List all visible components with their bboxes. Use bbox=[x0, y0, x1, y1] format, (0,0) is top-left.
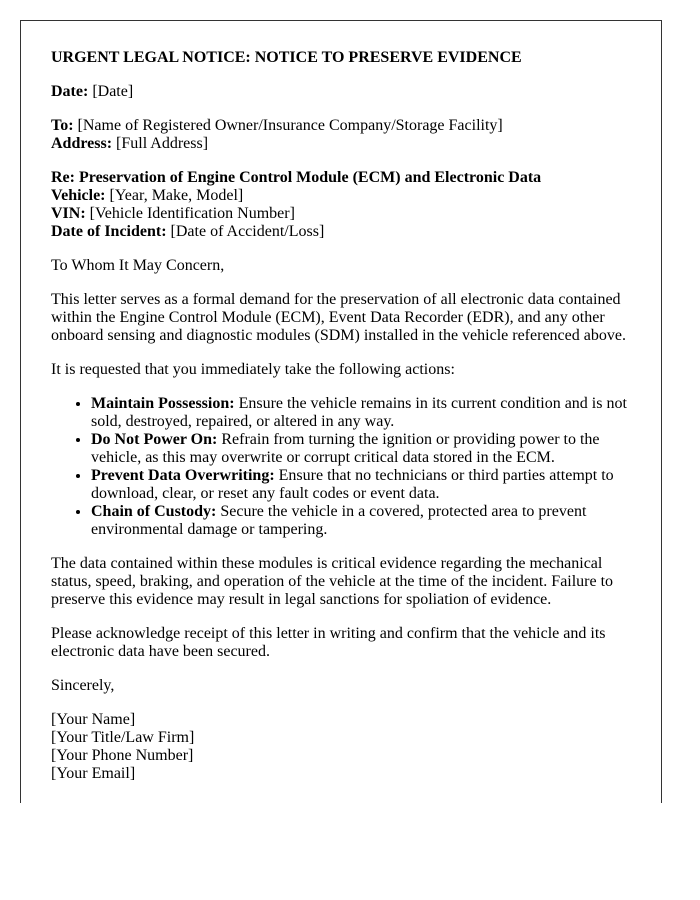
re-subject: Re: Preservation of Engine Control Module (ECM) and Electronic Data bbox=[51, 169, 542, 186]
date-label: Date: bbox=[51, 83, 89, 100]
date-line bbox=[51, 83, 631, 101]
to-value: [Name of Registered Owner/Insurance Company/Storage Facility] bbox=[77, 117, 503, 134]
signature-phone: [Your Phone Number] bbox=[51, 747, 194, 764]
incident-date-line bbox=[51, 223, 631, 241]
address-line bbox=[51, 135, 631, 153]
action-label: Prevent Data Overwriting: bbox=[91, 467, 275, 484]
action-text: Secure the vehicle in a covered, protected area to prevent environmental damage or tampering. bbox=[91, 503, 587, 538]
letter-title: URGENT LEGAL NOTICE: NOTICE TO PRESERVE EVIDENCE bbox=[51, 49, 522, 66]
actions-intro: It is requested that you immediately take the following actions: bbox=[51, 361, 455, 378]
incident-date-value: [Date of Accident/Loss] bbox=[170, 223, 325, 240]
list-item bbox=[91, 467, 631, 503]
address-label: Address: bbox=[51, 135, 113, 152]
signature-email: [Your Email] bbox=[51, 765, 136, 782]
date-value: [Date] bbox=[92, 83, 134, 100]
action-label: Maintain Possession: bbox=[91, 395, 235, 412]
action-text: Ensure that no technicians or third parties attempt to download, clear, or reset any fault codes or event data. bbox=[91, 467, 614, 502]
vin-label: VIN: bbox=[51, 205, 86, 222]
reference-block bbox=[51, 169, 631, 241]
vehicle-line bbox=[51, 187, 631, 205]
letter-page bbox=[20, 20, 662, 803]
to-label: To: bbox=[51, 117, 74, 134]
vehicle-value: [Year, Make, Model] bbox=[109, 187, 244, 204]
acknowledge-paragraph: Please acknowledge receipt of this letter in writing and confirm that the vehicle and its electronic data have been secured. bbox=[51, 625, 606, 660]
evidence-paragraph: The data contained within these modules is critical evidence regarding the mechanical status, speed, braking, and operation of the vehicle at the time of the incident. Failure to preserve this evidence may result in legal sanctions for spoliation of evidence. bbox=[51, 555, 614, 608]
signature-title-firm: [Your Title/Law Firm] bbox=[51, 729, 195, 746]
action-text: Refrain from turning the ignition or providing power to the vehicle, as this may overwrite or corrupt critical data stored in the ECM. bbox=[91, 431, 600, 466]
vehicle-label: Vehicle: bbox=[51, 187, 106, 204]
list-item bbox=[91, 395, 631, 431]
list-item bbox=[91, 431, 631, 467]
signature-name: [Your Name] bbox=[51, 711, 136, 728]
actions-list bbox=[51, 395, 631, 539]
action-text: Ensure the vehicle remains in its current condition and is not sold, destroyed, repaired, or altered in any way. bbox=[91, 395, 627, 430]
closing: Sincerely, bbox=[51, 677, 115, 694]
to-line bbox=[51, 117, 631, 135]
action-label: Chain of Custody: bbox=[91, 503, 217, 520]
vin-line bbox=[51, 205, 631, 223]
salutation: To Whom It May Concern, bbox=[51, 257, 225, 274]
intro-paragraph: This letter serves as a formal demand for the preservation of all electronic data contained within the Engine Control Module (ECM), Event Data Recorder (EDR), and any other onboard sensing and diagnostic modules (SDM) installed in the vehicle referenced above. bbox=[51, 291, 626, 344]
signature-block bbox=[51, 711, 631, 783]
address-value: [Full Address] bbox=[116, 135, 209, 152]
vin-value: [Vehicle Identification Number] bbox=[89, 205, 295, 222]
incident-date-label: Date of Incident: bbox=[51, 223, 167, 240]
action-label: Do Not Power On: bbox=[91, 431, 218, 448]
recipient-block bbox=[51, 117, 631, 153]
list-item bbox=[91, 503, 631, 539]
